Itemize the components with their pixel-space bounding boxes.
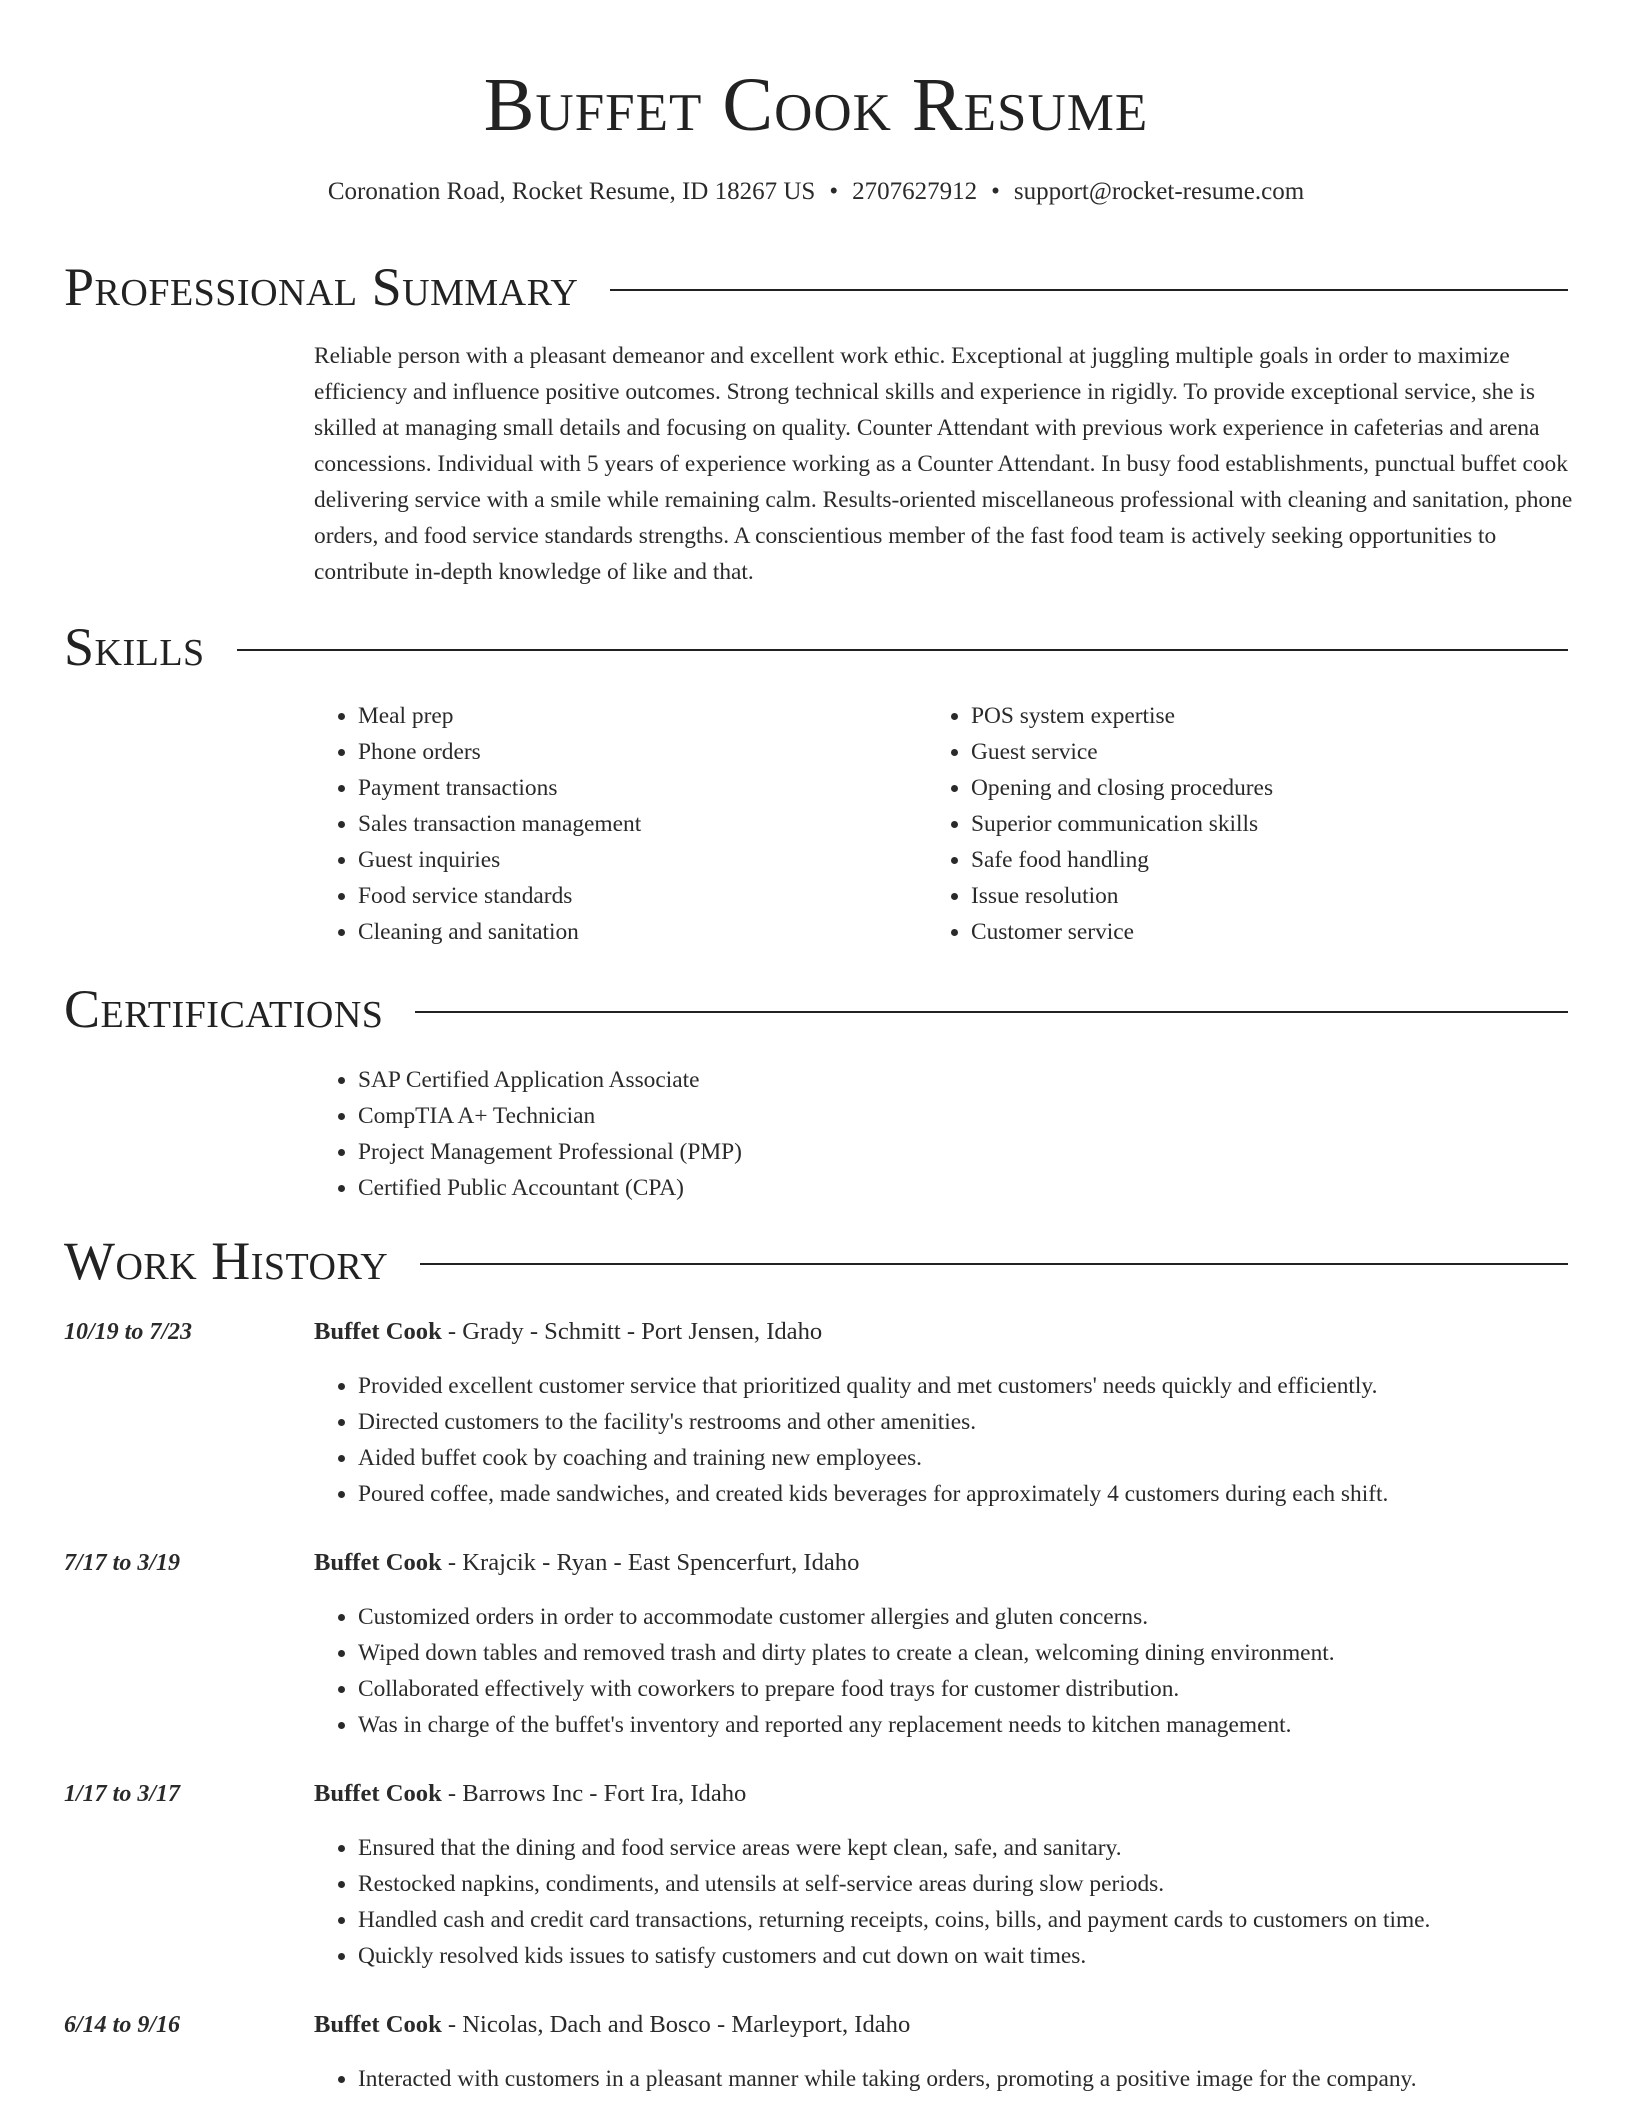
list-item: • Project Management Professional (PMP) (358, 1134, 742, 1170)
certifications-heading (64, 974, 1568, 1044)
job-header (314, 1314, 822, 1350)
summary-heading (64, 252, 1568, 322)
job-duties (314, 1368, 1388, 1512)
list-item: • CompTIA A+ Technician (358, 1098, 742, 1134)
contact-separator: • (991, 178, 1000, 205)
list-item: • Meal prep (358, 698, 641, 734)
list-item: • Payment transactions (358, 770, 641, 806)
job-duties (314, 1599, 1335, 1743)
list-item: • POS system expertise (971, 698, 1273, 734)
job-duty-item: • Was in charge of the buffet's inventory and reported any replacement needs to kitchen management. (358, 1707, 1335, 1743)
certifications-list (314, 1062, 742, 1206)
list-item: • Issue resolution (971, 878, 1273, 914)
list-item: • Opening and closing procedures (971, 770, 1273, 806)
job-role: Buffet Cook (314, 1780, 442, 1807)
job-duty-item: • Interacted with customers in a pleasant manner while taking orders, promoting a positive image for the company. (358, 2061, 1417, 2097)
list-item: • Safe food handling (971, 842, 1273, 878)
job-dates: 6/14 to 9/16 (64, 2012, 181, 2038)
job-duty-item: • Directed customers to the facility's restrooms and other amenities. (358, 1404, 1388, 1440)
resume-title: Buffet Cook Resume (483, 63, 1149, 147)
job-duty-item: • Ensured that the dining and food service areas were kept clean, safe, and sanitary. (358, 1830, 1430, 1866)
list-item: • Customer service (971, 914, 1273, 950)
job-header (314, 1545, 859, 1581)
list-item: • Food service standards (358, 878, 641, 914)
list-item: • Guest inquiries (358, 842, 641, 878)
job-duty-item: • Quickly resolved kids issues to satisfy customers and cut down on wait times. (358, 1938, 1430, 1974)
list-item: • Phone orders (358, 734, 641, 770)
job-dates: 1/17 to 3/17 (64, 1781, 181, 1807)
job-role: Buffet Cook (314, 1549, 442, 1576)
work-history-heading (64, 1226, 1568, 1296)
skills-list-right (927, 698, 1273, 950)
job-header (314, 1776, 746, 1812)
job-header (314, 2007, 910, 2043)
job-employer: - Grady - Schmitt - Port Jensen, Idaho (441, 1318, 823, 1345)
list-item: • Sales transaction management (358, 806, 641, 842)
job-duty-item: • Wiped down tables and removed trash and dirty plates to create a clean, welcoming dining environment. (358, 1635, 1335, 1671)
job-duty-item: • Provided excellent customer service that prioritized quality and met customers' needs quickly and efficiently. (358, 1368, 1388, 1404)
job-duty-item: • Restocked napkins, condiments, and utensils at self-service areas during slow periods. (358, 1866, 1430, 1902)
job-duties-list (314, 1830, 1430, 1974)
contact-address: Coronation Road, Rocket Resume, ID 18267 US (327, 178, 816, 205)
job-employer: - Nicolas, Dach and Bosco - Marleyport, Idaho (441, 2011, 911, 2038)
skills-heading (64, 612, 1568, 682)
job-duty-item: • Aided buffet cook by coaching and training new employees. (358, 1440, 1388, 1476)
skills-column-right (927, 698, 1273, 950)
job-employer: - Krajcik - Ryan - East Spencerfurt, Idaho (441, 1549, 860, 1576)
contact-separator: • (829, 178, 839, 205)
job-role: Buffet Cook (314, 1318, 442, 1345)
contact-phone: 2707627912 (852, 178, 978, 205)
job-duty-item: • Poured coffee, made sandwiches, and created kids beverages for approximately 4 customers during each shift. (358, 1476, 1388, 1512)
job-employer: - Barrows Inc - Fort Ira, Idaho (441, 1780, 747, 1807)
job-duties-list (314, 1599, 1335, 1743)
job-duties (314, 2061, 1417, 2097)
section-divider (420, 1263, 1568, 1265)
contact-email: support@rocket-resume.com (1013, 178, 1305, 205)
skills-column-left (314, 698, 641, 950)
section-divider (415, 1011, 1568, 1013)
job-duties-list (314, 1368, 1388, 1512)
work-history-heading-text: Work History (64, 1231, 389, 1291)
skills-list-left (314, 698, 641, 950)
job-dates: 7/17 to 3/19 (64, 1550, 181, 1576)
list-item: • Superior communication skills (971, 806, 1273, 842)
list-item: • Guest service (971, 734, 1273, 770)
job-dates: 10/19 to 7/23 (64, 1319, 193, 1345)
job-duty-item: • Customized orders in order to accommodate customer allergies and gluten concerns. (358, 1599, 1335, 1635)
certifications-block (314, 1062, 742, 1206)
job-duties-list (314, 2061, 1417, 2097)
list-item: • SAP Certified Application Associate (358, 1062, 742, 1098)
section-divider (610, 289, 1568, 291)
list-item: • Cleaning and sanitation (358, 914, 641, 950)
section-divider (237, 649, 1568, 651)
summary-text: Reliable person with a pleasant demeanor and excellent work ethic. Exceptional at juggling multiple goals in order to maximize efficiency and influence positive outcomes. Strong technical skills and experience in rigidly. To provide exceptional service, she is skilled at managing small details and focusing on quality. Counter Attendant with previous work experience in cafeterias and arena concessions. Individual with 5 years of experience working as a Counter Attendant. In busy food establishments, punctual buffet cook delivering service with a smile while remaining calm. Results-oriented miscellaneous professional with cleaning and sanitation, phone orders, and food service standards strengths. A conscientious member of the fast food team is actively seeking opportunities to contribute in-depth knowledge of like and that. (314, 343, 1573, 585)
job-duties (314, 1830, 1430, 1974)
list-item: • Certified Public Accountant (CPA) (358, 1170, 742, 1206)
job-duty-item: • Handled cash and credit card transactions, returning receipts, coins, bills, and payment cards to customers on time. (358, 1902, 1430, 1938)
summary-heading-text: Professional Summary (64, 257, 579, 317)
job-duty-item: • Collaborated effectively with coworkers to prepare food trays for customer distribution. (358, 1671, 1335, 1707)
certifications-heading-text: Certifications (64, 979, 384, 1039)
skills-heading-text: Skills (64, 617, 205, 677)
contact-line (0, 174, 1632, 210)
job-role: Buffet Cook (314, 2011, 442, 2038)
